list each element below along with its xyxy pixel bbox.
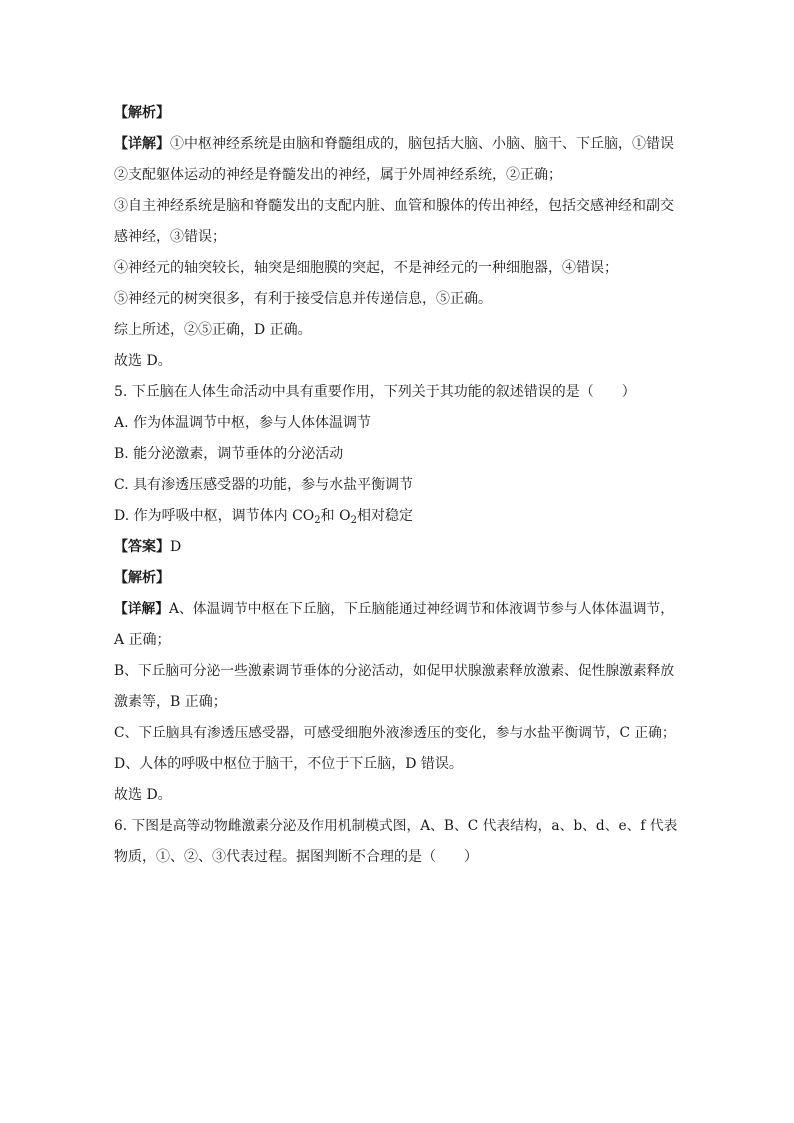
question-5-option-c: C. 具有渗透压感受器的功能，参与水盐平衡调节 — [114, 477, 414, 493]
q5-detail-line-5: C、下丘脑具有渗透压感受器，可感受细胞外液渗透压的变化，参与水盐平衡调节，C 正确； — [114, 725, 676, 741]
q5-detail-tag: 【详解】 — [114, 601, 170, 617]
question-5-option-d — [114, 506, 413, 526]
detail-tag: 【详解】 — [114, 136, 170, 152]
answer-tag: 【答案】 — [114, 539, 170, 555]
analysis-heading: 【解析】 — [114, 105, 170, 121]
option-d-text-b: 和 O — [320, 508, 351, 524]
question-6-stem-line-2: 物质，①、②、③代表过程。据图判断不合理的是（ ） — [114, 849, 478, 865]
q5-detail-line-1 — [114, 599, 674, 619]
question-5-analysis-heading: 【解析】 — [114, 570, 170, 586]
question-5-option-b: B. 能分泌激素，调节垂体的分泌活动 — [114, 446, 344, 462]
question-5-answer — [114, 537, 181, 557]
q5-detail-line-6: D、人体的呼吸中枢位于脑干，不位于下丘脑，D 错误。 — [114, 756, 463, 772]
q5-choice-line: 故选 D。 — [114, 787, 172, 803]
q5-detail-line-3: B、下丘脑可分泌一些激素调节垂体的分泌活动，如促甲状腺激素释放激素、促性腺激素释放 — [114, 663, 675, 679]
detail-line-4: 感神经，③错误； — [114, 229, 226, 245]
question-5-stem: 5. 下丘脑在人体生命活动中具有重要作用，下列关于其功能的叙述错误的是（ ） — [114, 384, 636, 400]
option-d-text-a: D. 作为呼吸中枢，调节体内 CO — [114, 508, 315, 524]
q5-detail-line-2: A 正确； — [114, 632, 171, 648]
detail-line-2: ②支配躯体运动的神经是脊髓发出的神经，属于外周神经系统，②正确； — [114, 167, 562, 183]
answer-value: D — [170, 539, 182, 555]
detail-line-1 — [114, 134, 674, 154]
choice-line: 故选 D。 — [114, 353, 172, 369]
option-d-text-c: 相对稳定 — [356, 508, 413, 524]
detail-line-6: ⑤神经元的树突很多，有利于接受信息并传递信息，⑤正确。 — [114, 291, 492, 307]
question-5-option-a: A. 作为体温调节中枢，参与人体体温调节 — [114, 415, 372, 431]
detail-text-1: ①中枢神经系统是由脑和脊髓组成的，脑包括大脑、小脑、脑干、下丘脑，①错误 — [170, 136, 674, 152]
summary-line: 综上所述，②⑤正确，D 正确。 — [114, 322, 312, 338]
q5-detail-text-1: A、体温调节中枢在下丘脑，下丘脑能通过神经调节和体液调节参与人体体温调节， — [169, 601, 674, 617]
q5-detail-line-4: 激素等，B 正确； — [114, 694, 227, 710]
detail-line-3: ③自主神经系统是脑和脊髓发出的支配内脏、血管和腺体的传出神经，包括交感神经和副交 — [114, 198, 674, 214]
question-6-stem-line-1: 6. 下图是高等动物雌激素分泌及作用机制模式图，A、B、C 代表结构，a、b、d、e、f 代表 — [114, 818, 678, 834]
detail-line-5: ④神经元的轴突较长，轴突是细胞膜的突起，不是神经元的一种细胞器，④错误； — [114, 260, 618, 276]
co2-subscript: 2 — [314, 515, 321, 526]
o2-subscript: 2 — [350, 515, 357, 526]
